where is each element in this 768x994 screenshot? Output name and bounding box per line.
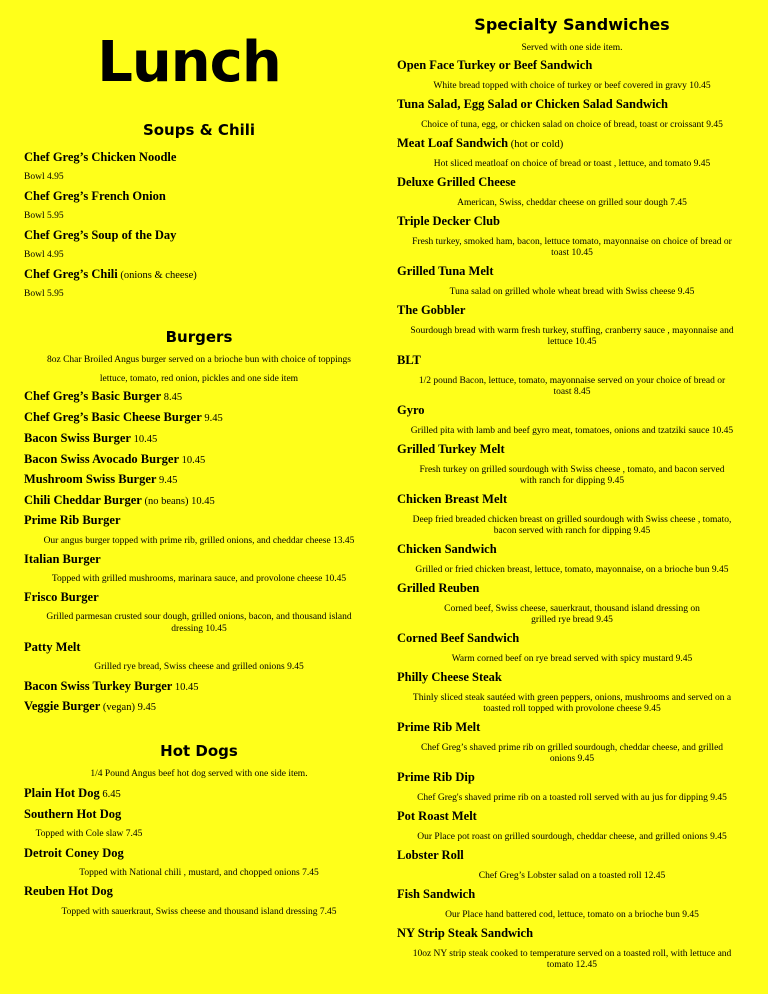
menu-item-name: Prime Rib Burger [24, 513, 121, 527]
menu-item-name: Pot Roast Melt [397, 809, 477, 823]
menu-item-description: onions 9.45 [549, 754, 595, 764]
watermark [538, 898, 543, 917]
section-heading-hotdogs: Hot Dogs [160, 742, 238, 760]
menu-item-description: toast 8.45 [553, 387, 591, 397]
section-heading-specialty: Specialty Sandwiches [474, 15, 670, 34]
menu-item-name: The Gobbler [397, 303, 466, 317]
menu-item-description: Fresh turkey on grilled sourdough with Swiss cheese , tomato, and bacon served [419, 465, 725, 475]
menu-item-description: tomato 12.45 [546, 960, 598, 970]
section-intro: 8oz Char Broiled Angus burger served on a brioche bun with choice of toppings [46, 355, 352, 365]
menu-item-description: Corned beef, Swiss cheese, sauerkraut, thousand island dressing on [444, 604, 700, 614]
menu-item-description: Our Place pot roast on grilled sourdough, cheddar cheese, and grilled onions 9.45 [417, 832, 727, 842]
page-title: Lunch [97, 30, 281, 95]
menu-item-description: Thinly sliced steak sautéed with green peppers, onions, mushrooms and served on a [412, 693, 732, 703]
menu-item-description: with ranch for dipping 9.45 [519, 476, 625, 486]
menu-item-description: Chef Greg’s shaved prime rib on grilled sourdough, cheddar cheese, and grilled [420, 743, 724, 753]
menu-item-description: American, Swiss, cheddar cheese on grilled sour dough 7.45 [457, 198, 687, 208]
menu-item-description: Hot sliced meatloaf on choice of bread or toast , lettuce, and tomato 9.45 [433, 159, 711, 169]
section-heading-soups: Soups & Chili [142, 121, 256, 139]
menu-item-name: Chicken Sandwich [397, 542, 497, 556]
menu-item-name: NY Strip Steak Sandwich [397, 926, 534, 940]
menu-item-description: toasted roll topped with provolone cheese 9.45 [483, 704, 661, 714]
menu-item-description: 10oz NY strip steak cooked to temperature served on a toasted roll, with lettuce and [412, 949, 732, 959]
menu-item-description: Grilled parmesan crusted sour dough, grilled onions, bacon, and thousand island [46, 612, 352, 622]
menu-item-name: Grilled Reuben [397, 581, 480, 595]
menu-item-name: Lobster Roll [397, 848, 464, 862]
menu-item-description: Grilled rye bread, Swiss cheese and grilled onions 9.45 [94, 662, 304, 672]
menu-item-name: Philly Cheese Steak [397, 670, 502, 684]
menu-item-price: Bowl 4.95 [24, 250, 64, 260]
menu-item-description: Grilled pita with lamb and beef gyro meat, tomatoes, onions and tzatziki sauce 10.45 [410, 426, 734, 436]
menu-item-description: toast 10.45 [551, 248, 593, 258]
menu-item-name: Chef Greg’s French Onion [24, 189, 166, 203]
menu-item-name: Tuna Salad, Egg Salad or Chicken Salad Sandwich [397, 97, 668, 111]
section-intro: lettuce, tomato, red onion, pickles and one side item [99, 374, 299, 384]
menu-item-description: Our angus burger topped with prime rib, grilled onions, and cheddar cheese 13.45 [43, 536, 355, 546]
menu-item-name: Chef Greg’s Basic Cheese Burger 9.45 [24, 410, 223, 424]
section-intro: Served with one side item. [521, 43, 623, 53]
menu-item-name: Prime Rib Dip [397, 770, 475, 784]
menu-item-name: Plain Hot Dog 6.45 [24, 786, 121, 800]
menu-item-description: lettuce 10.45 [547, 337, 597, 347]
menu-item-name: Chef Greg’s Chili (onions & cheese) [24, 267, 197, 281]
menu-item-description: Topped with National chili , mustard, and chopped onions 7.45 [79, 868, 319, 878]
menu-item-name: Grilled Turkey Melt [397, 442, 505, 456]
menu-item-name: Patty Melt [24, 640, 81, 654]
menu-item-name: Corned Beef Sandwich [397, 631, 520, 645]
menu-item-description: 1/2 pound Bacon, lettuce, tomato, mayonnaise served on your choice of bread or [418, 376, 726, 386]
menu-item-price: Bowl 4.95 [24, 172, 64, 182]
menu-item-name: Chef Greg’s Basic Burger 8.45 [24, 389, 183, 403]
menu-item-description: dressing 10.45 [171, 624, 227, 634]
menu-item-name: Grilled Tuna Melt [397, 264, 494, 278]
menu-item-name: Bacon Swiss Burger 10.45 [24, 431, 158, 445]
menu-item-description: Grilled or fried chicken breast, lettuce, tomato, mayonnaise, on a brioche bun 9.45 [415, 565, 729, 575]
menu-item-price: Bowl 5.95 [24, 211, 64, 221]
menu-item-name: Bacon Swiss Avocado Burger 10.45 [24, 452, 206, 466]
menu-item-name: Chef Greg’s Soup of the Day [24, 228, 177, 242]
menu-item-name: Southern Hot Dog [24, 807, 122, 821]
menu-item-name: Italian Burger [24, 552, 101, 566]
menu-item-description: Chef Greg’s Lobster salad on a toasted roll 12.45 [478, 871, 666, 881]
menu-item-name: Bacon Swiss Turkey Burger 10.45 [24, 679, 199, 693]
menu-item-description: Topped with sauerkraut, Swiss cheese and thousand island dressing 7.45 [61, 907, 337, 917]
menu-item-description: White bread topped with choice of turkey or beef covered in gravy 10.45 [433, 81, 711, 91]
section-intro: 1/4 Pound Angus beef hot dog served with one side item. [90, 769, 308, 779]
menu-item-name: Chef Greg’s Chicken Noodle [24, 150, 177, 164]
menu-item-description: Topped with Cole slaw 7.45 [35, 829, 143, 839]
menu-item-price: Bowl 5.95 [24, 289, 64, 299]
menu-item-name: Gyro [397, 403, 425, 417]
menu-item-description: Warm corned beef on rye bread served with spicy mustard 9.45 [451, 654, 693, 664]
section-heading-burgers: Burgers [165, 328, 233, 346]
menu-item-description: Fresh turkey, smoked ham, bacon, lettuce tomato, mayonnaise on choice of bread or [412, 237, 732, 247]
menu-item-name: Open Face Turkey or Beef Sandwich [397, 58, 593, 72]
menu-item-name: Detroit Coney Dog [24, 846, 124, 860]
menu-item-name: Chicken Breast Melt [397, 492, 508, 506]
menu-item-name: Prime Rib Melt [397, 720, 481, 734]
menu-item-name: Reuben Hot Dog [24, 884, 113, 898]
menu-item-name: Meat Loaf Sandwich (hot or cold) [397, 136, 564, 150]
menu-item-name: BLT [397, 353, 421, 367]
menu-item-description: bacon served with ranch for dipping 9.45 [493, 526, 651, 536]
menu-item-description: Sourdough bread with warm fresh turkey, stuffing, cranberry sauce , mayonnaise and [410, 326, 734, 336]
menu-item-description: Deep fried breaded chicken breast on grilled sourdough with Swiss cheese , tomato, [412, 515, 732, 525]
menu-item-name: Veggie Burger (vegan) 9.45 [24, 699, 156, 713]
menu-item-name: Triple Decker Club [397, 214, 501, 228]
menu-item-description: Topped with grilled mushrooms, marinara sauce, and provolone cheese 10.45 [51, 574, 347, 584]
menu-item-name: Deluxe Grilled Cheese [397, 175, 516, 189]
menu-item-description: Chef Greg's shaved prime rib on a toasted roll served with au jus for dipping 9.45 [417, 793, 727, 803]
menu-item-description: Tuna salad on grilled whole wheat bread with Swiss cheese 9.45 [449, 287, 695, 297]
menu-item-description: Our Place hand battered cod, lettuce, tomato on a brioche bun 9.45 [445, 910, 699, 920]
menu-item-name: Chili Cheddar Burger (no beans) 10.45 [24, 493, 215, 507]
menu-item-name: Mushroom Swiss Burger 9.45 [24, 472, 178, 486]
menu-item-name: Fish Sandwich [397, 887, 476, 901]
menu-item-name: Frisco Burger [24, 590, 99, 604]
menu-item-description: grilled rye bread 9.45 [531, 615, 613, 625]
menu-item-description: Choice of tuna, egg, or chicken salad on choice of bread, toast or croissant 9.45 [421, 120, 723, 130]
